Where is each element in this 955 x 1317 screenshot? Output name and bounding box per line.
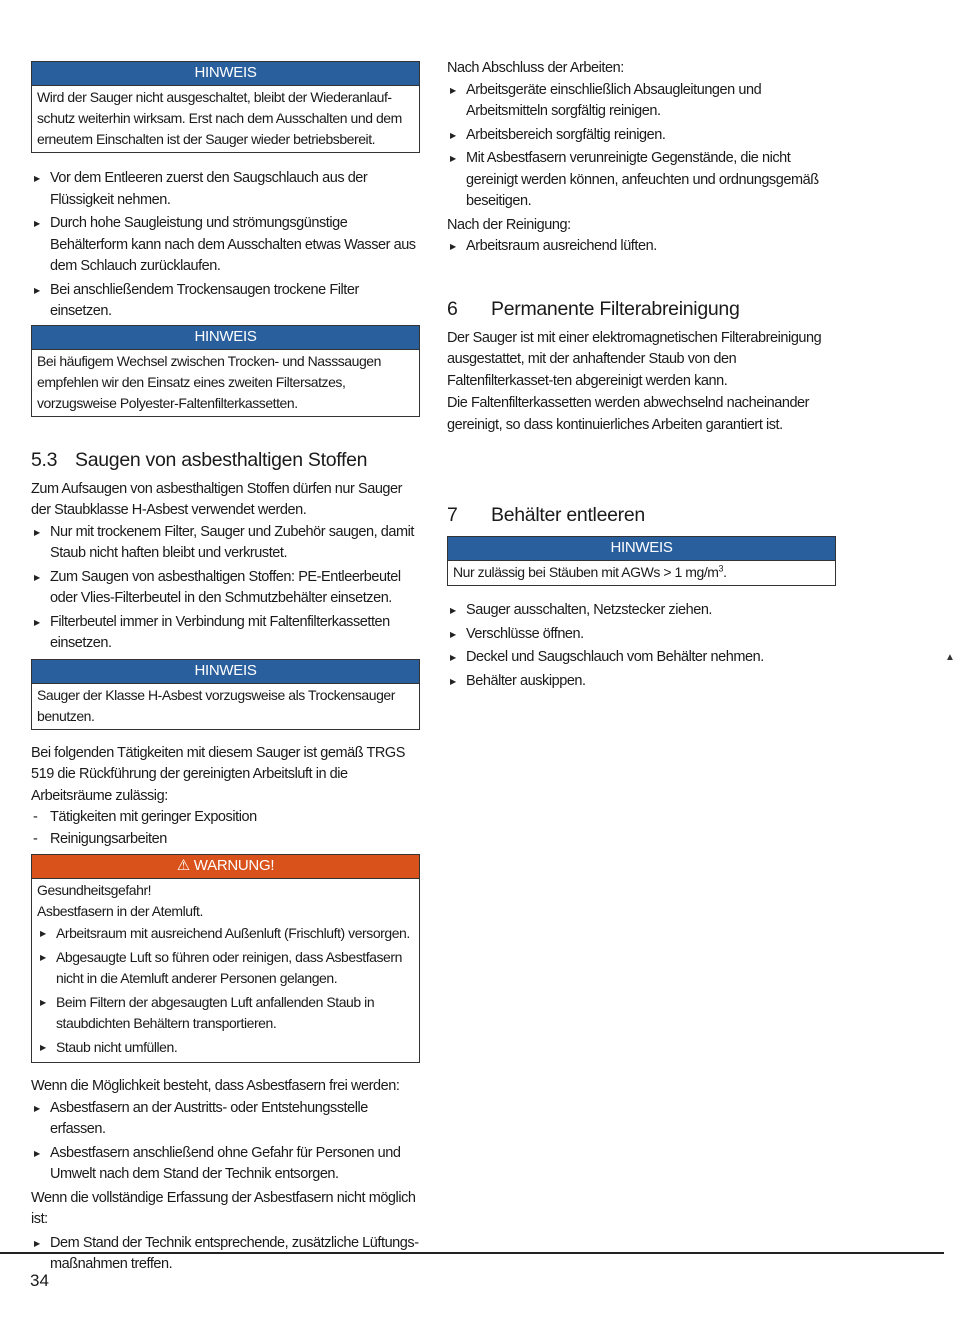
hinweis-box-filterset — [31, 325, 420, 417]
section-paragraph: Der Sauger ist mit einer elektromagnetischen Filterabreinigung ausgestattet, mit der anhaftender Staub von den Faltenfilterkasset-ten abgereinigt werden kann. — [447, 329, 822, 389]
list-item: ▶ Mit Asbestfasern verunreinigte Gegenstände, die nicht gereinigt werden können, anfeuchten und ordnungsgemäß beseitigen. — [447, 148, 836, 213]
list-item: ▶ Vor dem Entleeren zuerst den Saugschlauch aus der Flüssigkeit nehmen. — [31, 168, 420, 211]
section-intro: Zum Aufsaugen von asbesthaltigen Stoffen dürfen nur Sauger der Staubklasse H-Asbest verwendet werden. — [31, 480, 403, 518]
list-item: ▶ Asbestfasern anschließend ohne Gefahr für Personen und Umwelt nach dem Stand der Technik entsorgen. — [31, 1143, 420, 1186]
hinweis-text: Nur zulässig bei Stäuben mit AGWs > 1 $mg/m^3$. — [453, 563, 727, 580]
hinweis-header: HINWEIS — [32, 62, 419, 85]
section-title: Saugen von asbesthaltigen Stoffen — [75, 448, 368, 471]
list-item: ▶ Filterbeutel immer in Verbindung mit Faltenfilterkassetten einsetzen. — [31, 612, 420, 655]
list-item: ▶ Asbestfasern an der Austritts- oder Entstehungsstelle erfassen. — [31, 1098, 420, 1141]
list-item: ▶ Arbeitsraum mit ausreichend Außenluft (Frischluft) versorgen. — [37, 923, 414, 945]
list-item: ▶ Arbeitsraum ausreichend lüften. — [447, 236, 836, 258]
hinweis-box-dry-suction — [31, 659, 420, 730]
section-title: Permanente Filterabreinigung — [491, 297, 740, 320]
hinweis-box-agw — [447, 536, 836, 586]
hinweis-header: HINWEIS — [32, 326, 419, 349]
page-number: 34 — [30, 1271, 49, 1290]
section-title: Behälter entleeren — [491, 504, 645, 526]
list-item: ▶ Abgesaugte Luft so führen oder reinigen, dass Asbestfasern nicht in die Atemluft anderer Personen gelangen. — [37, 947, 414, 990]
triangle-icon: ▲ — [945, 652, 955, 663]
section-heading-7 — [447, 502, 836, 528]
after-cleaning-paragraph: Nach der Reinigung: — [447, 216, 571, 233]
hinweis-box-restart — [31, 61, 420, 153]
list-item: ▶ Nur mit trockenem Filter, Sauger und Zubehör saugen, damit Staub nicht haften bleibt und verkrustet. — [31, 522, 420, 565]
possibility-bullet-list — [31, 1098, 420, 1186]
activities-dash-list — [31, 807, 420, 850]
trgs-paragraph: Bei folgenden Tätigkeiten mit diesem Sauger ist gemäß TRGS 519 die Rückführung der gereinigten Arbeitsluft in die Arbeitsräume zulässig: — [31, 744, 405, 804]
footer-divider — [0, 1252, 944, 1254]
after-work-bullet-list — [447, 80, 836, 213]
asbestos-bullet-list — [31, 522, 420, 655]
list-item: ▶ Beim Filtern der abgesaugten Luft anfallenden Staub in staubdichten Behältern transportieren. — [37, 992, 414, 1035]
possibility-paragraph: Wenn die Möglichkeit besteht, dass Asbestfasern frei werden: — [31, 1078, 400, 1094]
section-paragraph: Die Faltenfilterkassetten werden abwechselnd nacheinander gereinigt, so dass kontinuierliches Arbeiten garantiert ist. — [447, 395, 810, 433]
after-cleaning-bullet-list — [447, 236, 836, 258]
list-item: ▶ Arbeitsgeräte einschließlich Absaugleitungen und Arbeitsmitteln sorgfältig reinigen. — [447, 80, 836, 123]
hinweis-header: HINWEIS — [448, 537, 835, 560]
not-possible-bullet-list — [31, 1233, 420, 1276]
section-number: 7 — [447, 504, 458, 526]
list-item: ▶ Deckel und Saugschlauch vom Behälter nehmen. — [447, 647, 836, 669]
section-number: 5.3 — [31, 448, 58, 471]
empty-container-bullet-list — [447, 600, 836, 692]
list-item: ▶ Dem Stand der Technik entsprechende, zusätzliche Lüftungs-maßnahmen treffen. — [31, 1233, 420, 1276]
warning-line: Asbestfasern in der Atemluft. — [37, 903, 203, 919]
list-item: ▶ Verschlüsse öffnen. — [447, 624, 836, 646]
list-item: ▶ Bei anschließendem Trockensaugen trockene Filter einsetzen. — [31, 280, 420, 323]
emptying-bullet-list — [31, 168, 420, 323]
hinweis-text: Wird der Sauger nicht ausgeschaltet, bleibt der Wiederanlauf-schutz weiterhin wirksam. Erst nach dem Ausschalten und dem erneutem Einschalten ist der Sauger wieder betriebsbereit. — [37, 89, 402, 147]
left-column — [31, 58, 420, 1278]
section-heading-5-3 — [31, 447, 420, 473]
warning-header: ⚠ WARNUNG! — [32, 855, 419, 878]
not-possible-paragraph: Wenn die vollständige Erfassung der Asbestfasern nicht möglich ist: — [31, 1189, 416, 1227]
warning-box — [31, 854, 420, 1063]
list-item: ▶ Zum Saugen von asbesthaltigen Stoffen: PE-Entleerbeutel oder Vlies-Filterbeutel in den Schmutzbehälter einsetzen. — [31, 567, 420, 610]
list-item: ▶ Arbeitsbereich sorgfältig reinigen. — [447, 125, 836, 147]
list-item: ▶ Behälter auskippen. — [447, 671, 836, 693]
list-item: - Reinigungsarbeiten — [31, 829, 420, 851]
after-work-paragraph: Nach Abschluss der Arbeiten: — [447, 60, 624, 76]
section-heading-6 — [447, 296, 836, 322]
hinweis-text: Sauger der Klasse H-Asbest vorzugsweise als Trockensauger benutzen. — [37, 686, 395, 724]
warning-bullet-list — [37, 923, 414, 1058]
list-item: ▶ Durch hohe Saugleistung und strömungsgünstige Behälterform kann nach dem Ausschalten etwas Wasser aus dem Schlauch zurücklaufen. — [31, 213, 420, 278]
hinweis-header: HINWEIS — [32, 660, 419, 683]
list-item: - Tätigkeiten mit geringer Exposition — [31, 807, 420, 829]
hinweis-text: Bei häufigem Wechsel zwischen Trocken- und Nasssaugen empfehlen wir den Einsatz eines zweiten Filtersatzes, vorzugsweise Polyester-Faltenfilterkassetten. — [37, 352, 381, 411]
list-item: ▶ Staub nicht umfüllen. — [37, 1037, 414, 1059]
warning-line: Gesundheitsgefahr! — [37, 882, 152, 898]
section-number: 6 — [447, 297, 458, 320]
right-column — [447, 58, 836, 694]
list-item: ▶ Sauger ausschalten, Netzstecker ziehen. — [447, 600, 836, 622]
